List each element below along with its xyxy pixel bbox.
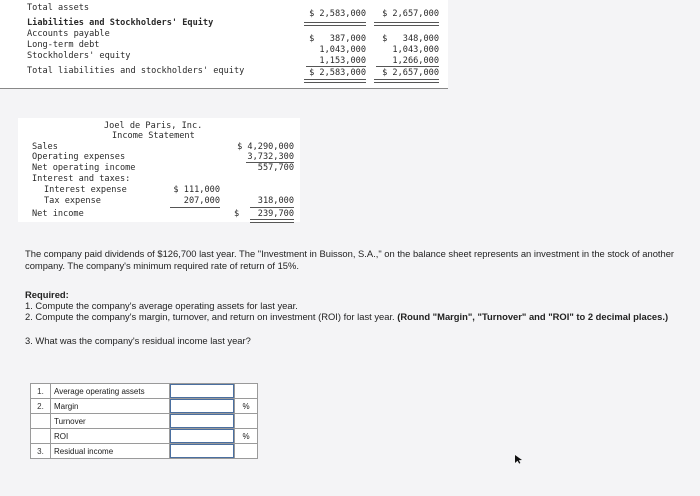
row-label: Turnover: [51, 414, 170, 429]
bs-total-assets-col1: $ 2,583,000: [309, 9, 366, 19]
bs-label-total-assets: Total assets: [27, 3, 90, 13]
answer-cell: [170, 384, 235, 399]
is-title: Income Statement: [112, 131, 195, 141]
is-noi-label: Net operating income: [32, 163, 136, 173]
is-ni-label: Net income: [32, 209, 84, 219]
row-label: Average operating assets: [51, 384, 170, 399]
question-2-rounding-note: (Round "Margin", "Turnover" and "ROI" to 2 decimal places.): [397, 311, 669, 322]
question-3: 3. What was the company's residual income last year?: [25, 335, 251, 346]
mouse-pointer-icon: [514, 454, 524, 464]
row-number: [31, 429, 51, 444]
is-ni: 239,700: [257, 209, 294, 219]
balance-sheet: [0, 0, 448, 89]
row-number: 3.: [31, 444, 51, 459]
row-suffix: [235, 444, 258, 459]
question-2-text: 2. Compute the company's margin, turnover, and return on investment (ROI) for last year.: [25, 311, 398, 322]
margin-input[interactable]: [170, 399, 234, 413]
bs-se-col2: 1,266,000: [392, 56, 439, 66]
bs-se-col1: 1,153,000: [319, 56, 366, 66]
turnover-input[interactable]: [170, 414, 234, 428]
underline: [170, 207, 220, 208]
is-interest: $ 111,000: [173, 185, 220, 195]
question-2: [25, 311, 685, 323]
double-underline: [304, 22, 366, 26]
bs-label-stockholders-equity: Stockholders' equity: [27, 51, 131, 61]
is-int-tax-label: Interest and taxes:: [32, 174, 131, 184]
answer-cell: [170, 429, 235, 444]
answer-table: [30, 383, 258, 459]
row-suffix: [235, 414, 258, 429]
bs-ltd-col1: 1,043,000: [319, 45, 366, 55]
is-tax-label: Tax expense: [44, 196, 101, 206]
bs-label-total-liabilities-equity: Total liabilities and stockholders' equity: [27, 66, 245, 76]
row-suffix: %: [235, 399, 258, 414]
table-row: [31, 429, 258, 444]
bs-label-long-term-debt: Long-term debt: [27, 40, 100, 50]
is-int-tax-total: 318,000: [257, 196, 294, 206]
row-label: Margin: [51, 399, 170, 414]
problem-paragraph: The company paid dividends of $126,700 last year. The "Investment in Buisson, S.A.," on the balance sheet represents an investment in the stock of another company. The company's minimum required rate of return of 15%.: [25, 248, 675, 271]
underline: [250, 207, 294, 208]
bs-total-assets-col2: $ 2,657,000: [382, 9, 439, 19]
double-underline: [374, 22, 439, 26]
double-underline: [250, 219, 294, 223]
question-1: 1. Compute the company's average operating assets for last year.: [25, 300, 298, 311]
table-row: [31, 444, 258, 459]
table-row: [31, 414, 258, 429]
is-sales: $ 4,290,000: [237, 142, 294, 152]
row-suffix: %: [235, 429, 258, 444]
is-company: Joel de Paris, Inc.: [104, 121, 203, 131]
double-underline: [374, 79, 439, 83]
row-label: Residual income: [51, 444, 170, 459]
table-row: [31, 399, 258, 414]
bs-label-accounts-payable: Accounts payable: [27, 29, 110, 39]
answer-cell: [170, 444, 235, 459]
is-sales-label: Sales: [32, 142, 58, 152]
roi-input[interactable]: [170, 429, 234, 443]
row-suffix: [235, 384, 258, 399]
row-number: 2.: [31, 399, 51, 414]
bs-ap-col1: $ 387,000: [309, 34, 366, 44]
row-label: ROI: [51, 429, 170, 444]
bs-label-liabilities-heading: Liabilities and Stockholders' Equity: [27, 18, 214, 28]
income-statement: [18, 118, 300, 222]
is-interest-label: Interest expense: [44, 185, 127, 195]
row-number: [31, 414, 51, 429]
bs-ltd-col2: 1,043,000: [392, 45, 439, 55]
bs-ap-col2: $ 348,000: [382, 34, 439, 44]
is-ni-dollar: $: [234, 209, 240, 219]
answer-cell: [170, 399, 235, 414]
row-number: 1.: [31, 384, 51, 399]
double-underline: [304, 79, 366, 83]
is-opex: 3,732,300: [247, 152, 294, 162]
bs-tle-col2: $ 2,657,000: [382, 68, 439, 78]
average-operating-assets-input[interactable]: [170, 384, 234, 398]
underline: [376, 66, 439, 67]
required-heading: Required:: [25, 289, 69, 300]
underline: [306, 66, 366, 67]
table-row: [31, 384, 258, 399]
is-noi: 557,700: [257, 163, 294, 173]
answer-cell: [170, 414, 235, 429]
residual-income-input[interactable]: [170, 444, 234, 458]
is-tax: 207,000: [183, 196, 220, 206]
bs-tle-col1: $ 2,583,000: [309, 68, 366, 78]
is-opex-label: Operating expenses: [32, 152, 126, 162]
